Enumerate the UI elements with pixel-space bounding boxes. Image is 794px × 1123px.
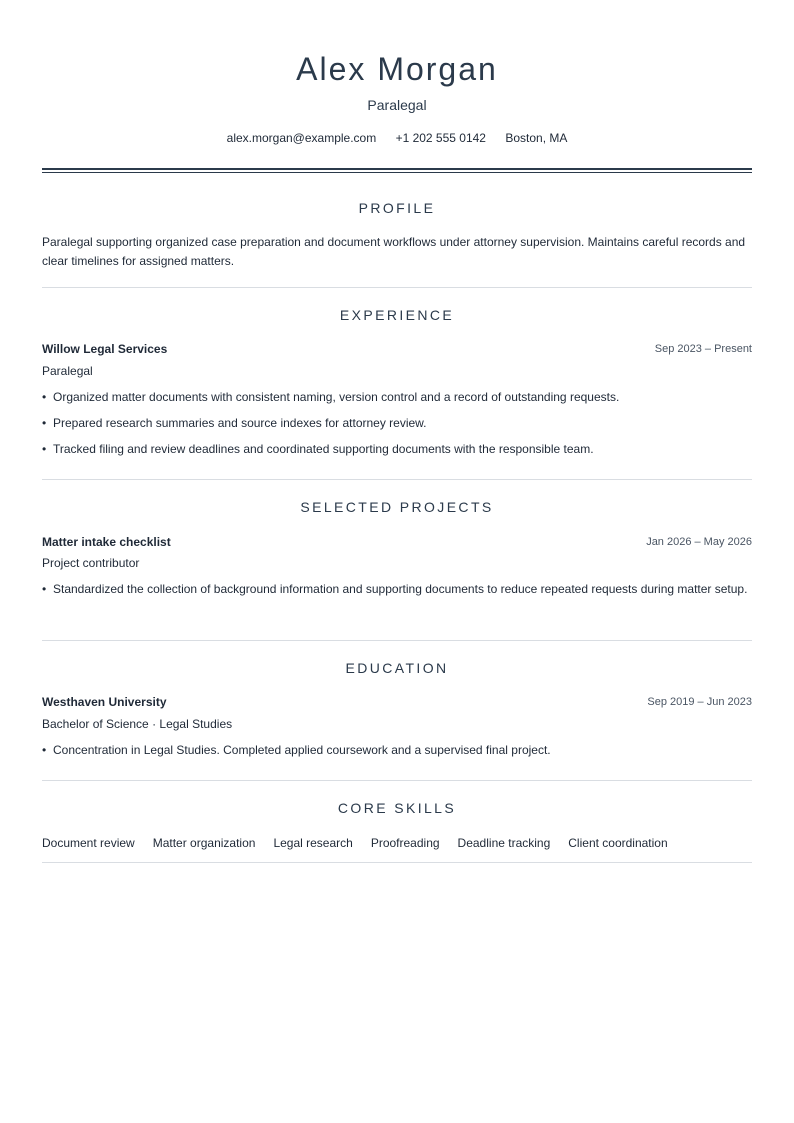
education-degree: Bachelor of Science · Legal Studies xyxy=(42,717,233,731)
experience-bullet xyxy=(42,439,752,459)
experience-dates: Sep 2023 – Present xyxy=(654,343,752,355)
project-dates: Jan 2026 – May 2026 xyxy=(646,536,752,548)
section-title-experience: EXPERIENCE xyxy=(339,307,455,323)
candidate-name: Alex Morgan xyxy=(296,51,498,87)
skill-item: Document review xyxy=(42,836,135,850)
bullet-text: Prepared research summaries and source indexes for attorney review. xyxy=(53,416,427,430)
experience-organization: Willow Legal Services xyxy=(42,342,168,356)
education-school: Westhaven University xyxy=(42,695,167,709)
bullet-marker: • xyxy=(42,390,47,404)
project-name: Matter intake checklist xyxy=(42,535,171,549)
experience-position: Paralegal xyxy=(42,364,93,378)
section-title-projects: SELECTED PROJECTS xyxy=(300,499,494,515)
bullet-text: Standardized the collection of background information and supporting documents to reduce repeated requests during matter setup. xyxy=(53,582,748,596)
skill-item: Matter organization xyxy=(152,836,256,850)
education-dates: Sep 2019 – Jun 2023 xyxy=(647,696,752,708)
bullet-marker: • xyxy=(42,743,47,757)
section-divider xyxy=(42,780,752,781)
candidate-role: Paralegal xyxy=(367,97,427,113)
bullet-text: Tracked filing and review deadlines and coordinated supporting documents with the responsible team. xyxy=(53,442,594,456)
contact-email: alex.morgan@example.com xyxy=(226,131,377,145)
bullet-text: Organized matter documents with consistent naming, version control and a record of outstanding requests. xyxy=(53,390,620,404)
skills-list xyxy=(42,835,752,851)
header-divider xyxy=(42,168,752,173)
section-divider xyxy=(42,479,752,480)
skill-item: Client coordination xyxy=(568,836,668,850)
bullet-marker: • xyxy=(42,582,47,596)
education-bullet xyxy=(42,740,752,760)
skill-item: Legal research xyxy=(273,836,353,850)
bullet-marker: • xyxy=(42,416,47,430)
section-divider xyxy=(42,287,752,288)
section-title-skills: CORE SKILLS xyxy=(337,800,457,816)
contact-line xyxy=(42,130,752,146)
bullet-text: Concentration in Legal Studies. Completed applied coursework and a supervised final project. xyxy=(53,743,551,757)
contact-location: Boston, MA xyxy=(505,131,568,145)
section-divider xyxy=(42,640,752,641)
contact-phone: +1 202 555 0142 xyxy=(395,131,486,145)
section-title-education: EDUCATION xyxy=(345,660,449,676)
profile-summary: Paralegal supporting organized case preparation and document workflows under attorney supervision. Maintains careful records and clear timelines for assigned matters. xyxy=(42,235,746,268)
section-title-profile: PROFILE xyxy=(358,200,436,216)
project-role: Project contributor xyxy=(42,556,140,570)
experience-bullet xyxy=(42,413,752,433)
project-bullet xyxy=(42,579,752,599)
section-divider xyxy=(42,862,752,863)
bullet-marker: • xyxy=(42,442,47,456)
skill-item: Deadline tracking xyxy=(457,836,551,850)
skill-item: Proofreading xyxy=(370,836,440,850)
experience-bullet xyxy=(42,387,752,407)
